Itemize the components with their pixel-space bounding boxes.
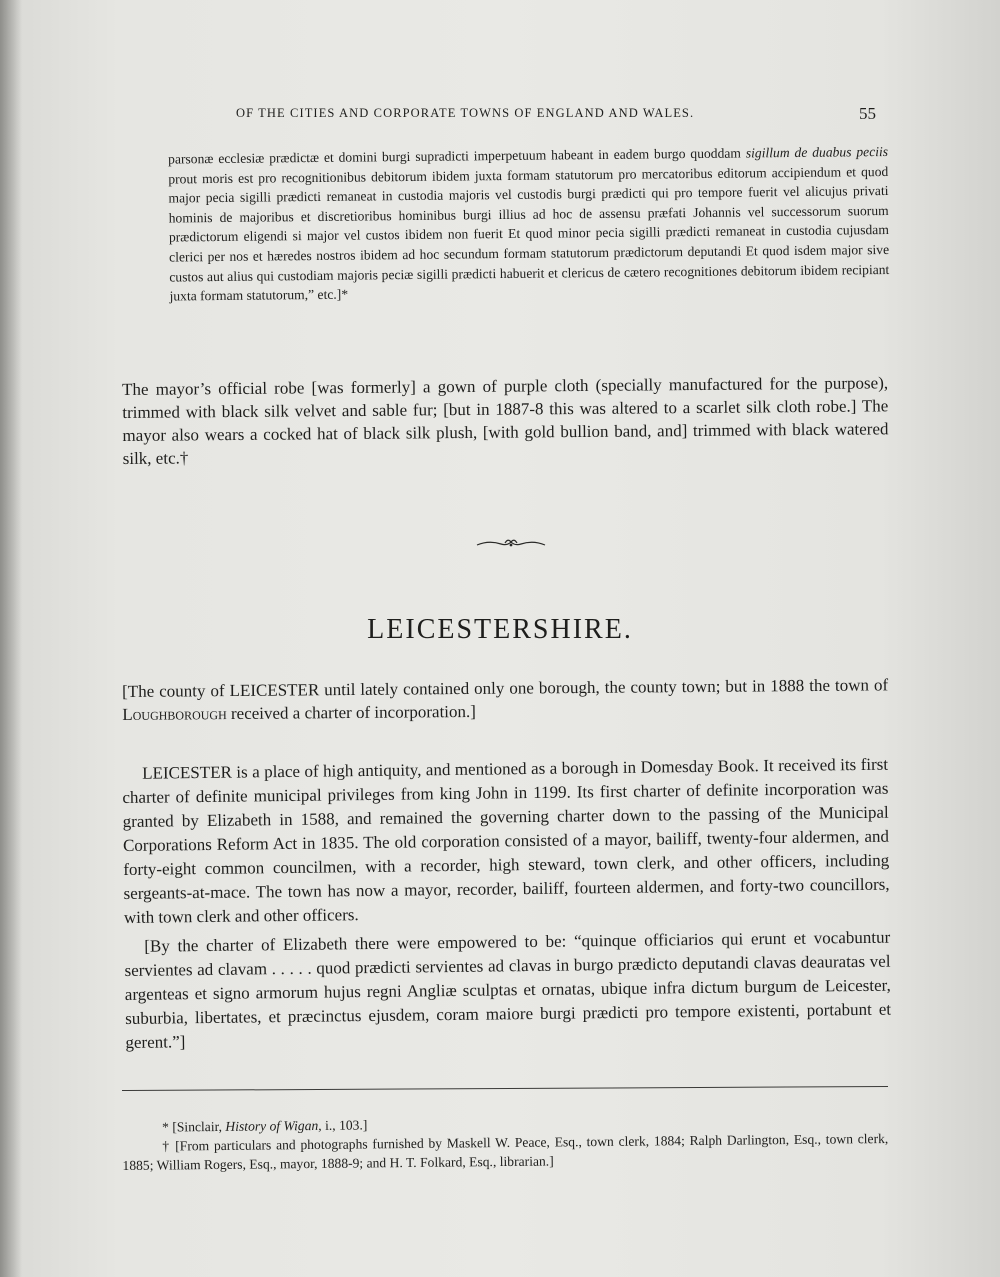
loughborough-smallcaps: Loughborough [122, 704, 227, 724]
footnote-2: † [From particulars and photographs furnished by Maskell W. Peace, Esq., town clerk, 1884; Ralph Darlington, Esq., town clerk, 1885; William Rogers, Esq., mayor, 1888-9; and H. T. Folkard, Esq., librarian.] [122, 1130, 889, 1173]
robe-paragraph [122, 371, 889, 470]
leicester-paragraph: LEICESTER is a place of high antiquity, and mentioned as a borough in Domesday Book. It received its first charter of definite municipal privileges from king John in 1199. Its first charter of definite incorporation was granted by Elizabeth in 1588, and remained the governing charter down to the passing of the Municipal Corporations Reform Act in 1835. The old corporation consisted of a mayor, bailiff, twenty-four aldermen, and forty-eight common councilmen, with a recorder, high steward, town clerk, and other officers, including sergeants-at-mace. The town has now a mayor, recorder, bailiff, fourteen aldermen, and forty-two councillors, with town clerk and other officers. [122, 754, 890, 927]
latin-quotation [122, 142, 890, 307]
county-paragraph [122, 673, 888, 726]
footnote-rule [122, 1086, 888, 1091]
charter-paragraph: [By the charter of Elizabeth there were empowered to be: “quinque officiarios qui erunt et vocabuntur servientes ad clavam . . . . . quod prædicti servientes ad clavas in burgo prædicto deputandi clavas deauratas vel argenteas et signo armorum hujus regni Angliæ sculptas et ornatas, ubique infra dictum burgum de Leicester, suburbia, libertates, et præcinctus ejusdem, coram maiore burgi prædicti pro tempore existenti, portabunt et gerent.”] [124, 927, 892, 1052]
robe-text: The mayor’s official robe [was formerly] a gown of purple cloth (specially manufactured for the purpose), trimmed with black silk velvet and sable fur; [but in 1887-8 this was altered to a scarlet silk cloth robe.] The mayor also wears a cocked hat of black silk plush, [with gold bullion band, and] trimmed with black watered silk, etc.† [122, 373, 889, 468]
page-number: 55 [859, 104, 876, 123]
county-text-part-2: received a charter of incorporation.] [226, 701, 476, 724]
latin-text-part-1: parsonæ ecclesiæ prædictæ et domini burgi supradicti imperpetuum habeant in eadem burgo quoddam [168, 145, 746, 167]
page-header [236, 104, 876, 126]
section-title: LEICESTERSHIRE. [367, 614, 633, 645]
latin-text-part-2: prout moris est pro recognitionibus debitorum ibidem juxta formam statutorum pro mercatoribus editorum accipiendum et quod major pecia sigilli prædicti remaneat in custodia majoris vel custodis burgi prædicti qui pro tempore fuerit vel alicujus privati hominis de majoribus et discretioribus hominibus burgi illius ad hoc de assensu præfati Johannis vel successorum suorum prædictorum eligendi si major vel custos ibidem non fuerit Et quod minor pecia sigilli prædicti remaneat in custodia cujusdam clerici per nos et hæredes nostros ibidem ad hoc secundum formam statutorum prædictorum deputandi Et quod isdem major sive custos aut alius qui custodiam majoris peciæ sigilli prædicti habuerit et clericus de cætero recognitiones debitorum ibidem recipiant juxta formam statutorum,” etc.]* [168, 163, 890, 304]
footnote-1-suffix: i., 103.] [321, 1117, 368, 1133]
county-text-part-1: [The county of LEICESTER until lately contained only one borough, the county town; but in 1888 the town of [122, 675, 889, 701]
footnote-1-title: History of Wigan, [225, 1117, 322, 1134]
footnotes [122, 1110, 889, 1175]
section-ornament-icon [475, 536, 547, 550]
footnote-1-prefix: * [Sinclair, [162, 1118, 226, 1135]
latin-italic-phrase: sigillum de duabus peciis [745, 143, 889, 161]
running-title: OF THE CITIES AND CORPORATE TOWNS OF ENGLAND AND WALES. [236, 106, 695, 120]
leicester-section-body [122, 753, 892, 1060]
